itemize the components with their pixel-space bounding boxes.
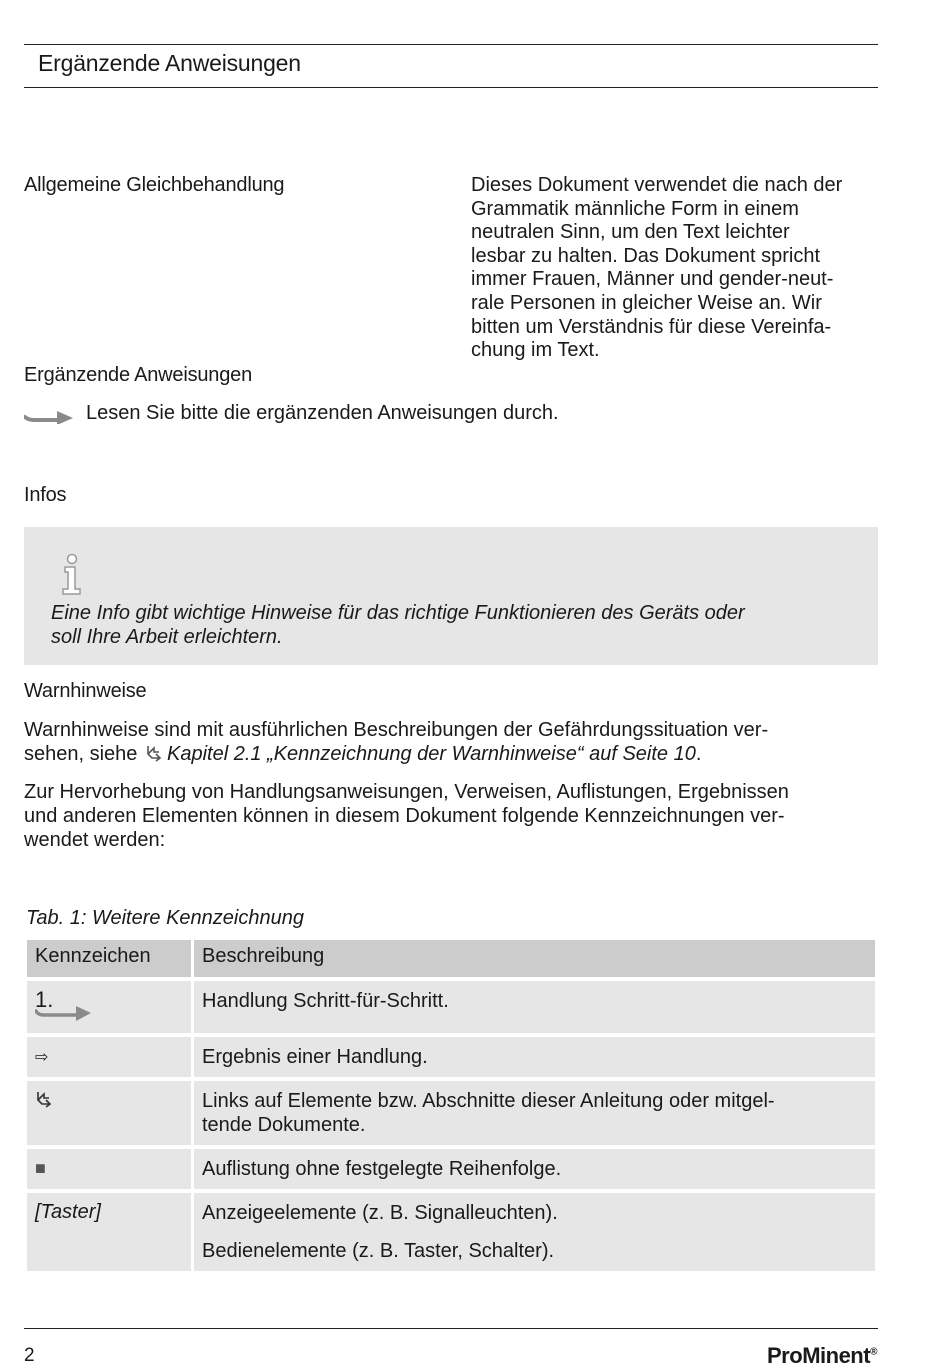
description-text: Anzeigeelemente (z. B. Signalleuchten). bbox=[202, 1202, 558, 1224]
description-text: Ergebnis einer Handlung. bbox=[202, 1046, 428, 1068]
warnings-line-suffix: . bbox=[695, 743, 702, 765]
page-number: 2 bbox=[24, 1345, 35, 1366]
table-caption: Tab. 1: Weitere Kennzeichnung bbox=[26, 907, 304, 929]
equal-treatment-line: Dieses Dokument verwendet die nach der bbox=[471, 174, 843, 196]
equal-treatment-line: bitten um Verständnis für diese Vereinfa- bbox=[471, 315, 832, 338]
description-text: Handlung Schritt-für-Schritt. bbox=[202, 990, 449, 1012]
mark-cell bbox=[27, 1037, 191, 1077]
chapter-link[interactable]: Kapitel 2.1 „Kennzeichnung der Warnhinweise“ auf Seite 10 bbox=[166, 743, 696, 765]
markings-table bbox=[24, 936, 878, 1275]
description-cell bbox=[194, 1193, 875, 1271]
step-text: Lesen Sie bitte die ergänzenden Anweisungen durch. bbox=[86, 402, 559, 424]
equal-treatment-heading: Allgemeine Gleichbehandlung bbox=[24, 174, 285, 196]
table-row bbox=[27, 1193, 875, 1271]
warnings-line: und anderen Elementen können in diesem Dokument folgende Kennzeichnungen ver- bbox=[24, 805, 785, 827]
description-text bbox=[202, 1089, 867, 1137]
logo-part-pro: Pro bbox=[767, 1343, 803, 1368]
mark-cell bbox=[27, 1149, 191, 1189]
warnings-paragraph-2 bbox=[24, 780, 874, 852]
description-cell bbox=[194, 1081, 875, 1145]
info-line: soll Ihre Arbeit erleichtern. bbox=[51, 626, 283, 648]
info-line: Eine Info gibt wichtige Hinweise für das richtige Funktionieren des Geräts oder bbox=[51, 602, 745, 624]
description-cell bbox=[194, 1037, 875, 1077]
warnings-line: wendet werden: bbox=[24, 829, 166, 851]
table-row bbox=[27, 981, 875, 1033]
cross-reference-icon bbox=[145, 744, 163, 762]
description-line: tende Dokumente. bbox=[202, 1114, 366, 1136]
warnings-line-prefix: sehen, siehe bbox=[24, 743, 138, 765]
description-cell bbox=[194, 1149, 875, 1189]
info-text bbox=[51, 601, 851, 649]
mark-cell bbox=[27, 1193, 191, 1271]
bullet-square-icon: ■ bbox=[35, 1158, 46, 1178]
logo-registered-mark: ® bbox=[870, 1346, 877, 1358]
warnings-line: Warnhinweise sind mit ausführlichen Beschreibungen der Gefährdungssituation ver- bbox=[24, 719, 769, 741]
step-arrow-icon bbox=[35, 1001, 95, 1023]
description-text: Bedienelemente (z. B. Taster, Schalter). bbox=[202, 1240, 555, 1262]
description-line: Links auf Elemente bzw. Abschnitte dieser Anleitung oder mitgel- bbox=[202, 1090, 775, 1112]
supplementary-heading: Ergänzende Anweisungen bbox=[24, 364, 253, 386]
step-number: 1. bbox=[35, 987, 54, 1012]
table-row bbox=[27, 1149, 875, 1189]
footer-rule bbox=[24, 1328, 878, 1329]
step-arrow-icon bbox=[24, 402, 76, 424]
infos-heading: Infos bbox=[24, 484, 67, 506]
equal-treatment-line: lesbar zu halten. Das Dokument spricht bbox=[471, 244, 821, 267]
table-header-mark: Kennzeichen bbox=[27, 940, 191, 977]
numbered-step-mark bbox=[35, 989, 95, 1019]
equal-treatment-line: Grammatik männliche Form in einem bbox=[471, 197, 799, 220]
table-header-row bbox=[27, 940, 875, 977]
info-icon bbox=[58, 553, 86, 597]
table-row bbox=[27, 1081, 875, 1145]
mark-cell bbox=[27, 981, 191, 1033]
warnings-paragraph-1 bbox=[24, 718, 874, 766]
equal-treatment-line: immer Frauen, Männer und gender-neut- bbox=[471, 268, 834, 291]
warnings-line-2 bbox=[24, 742, 874, 766]
table-row bbox=[27, 1037, 875, 1077]
logo-part-minent: Minent bbox=[802, 1343, 871, 1368]
header-bottom-rule bbox=[24, 87, 878, 88]
description-cell bbox=[194, 981, 875, 1033]
page-header-title: Ergänzende Anweisungen bbox=[38, 50, 301, 76]
equal-treatment-text bbox=[471, 174, 881, 363]
button-label-mark: [Taster] bbox=[35, 1201, 101, 1223]
prominent-logo bbox=[767, 1343, 877, 1369]
warnings-line: Zur Hervorhebung von Handlungsanweisungen, Verweisen, Auflistungen, Ergebnissen bbox=[24, 781, 789, 803]
header-top-rule bbox=[24, 44, 878, 45]
equal-treatment-line: rale Personen in gleicher Weise an. Wir bbox=[471, 291, 822, 314]
step-instruction bbox=[24, 401, 559, 425]
warnings-heading: Warnhinweise bbox=[24, 680, 147, 702]
equal-treatment-line: chung im Text. bbox=[471, 339, 600, 362]
mark-cell bbox=[27, 1081, 191, 1145]
cross-reference-icon bbox=[35, 1089, 53, 1109]
table-header-description: Beschreibung bbox=[194, 940, 875, 977]
equal-treatment-line: neutralen Sinn, um den Text leichter bbox=[471, 221, 790, 244]
description-text: Auflistung ohne festgelegte Reihenfolge. bbox=[202, 1158, 562, 1180]
result-arrow-icon: ⇨ bbox=[35, 1049, 49, 1066]
